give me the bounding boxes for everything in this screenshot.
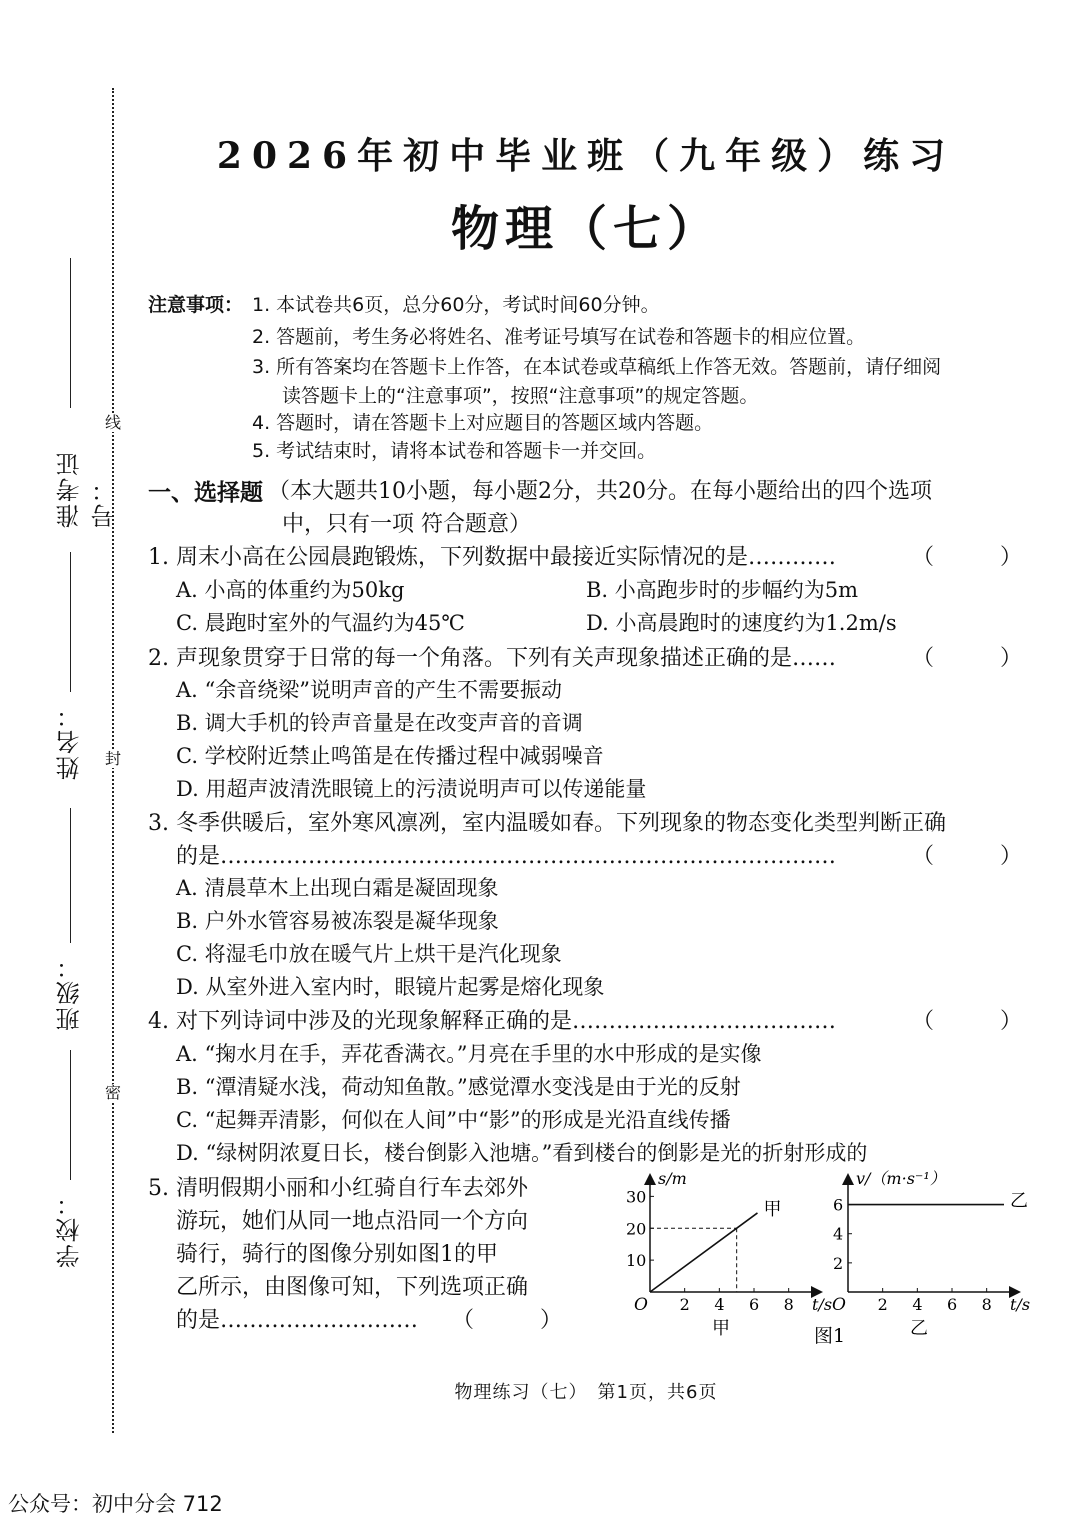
school-underline <box>70 1050 71 1180</box>
subject-title: 物理（七） <box>450 201 721 257</box>
q3-option-a: A. 清晨草木上出现白霜是凝固现象 <box>176 876 499 900</box>
page-footer: 物理练习（七） 第1页，共6页 <box>454 1382 718 1403</box>
q2-option-a: A. “余音绕梁”说明声音的产生不需要振动 <box>176 678 562 702</box>
name-field[interactable] <box>44 552 84 792</box>
class-underline <box>70 808 71 943</box>
series-label-yi: 乙 <box>1010 1190 1028 1212</box>
chart-caption-jia: 甲 <box>712 1318 730 1339</box>
q3-answer-paren[interactable]: （ ） <box>912 844 1023 869</box>
x-tick-label-yi: 2 <box>877 1295 888 1314</box>
notice-item-1: 1. 本试卷共6页，总分60分，考试时间60分钟。 <box>252 294 660 316</box>
notice-item-3-cont: 读答题卡上的“注意事项”，按照“注意事项”的规定答题。 <box>282 385 759 407</box>
q2-option-d: D. 用超声波清洗眼镜上的污渍说明声可以传递能量 <box>176 777 647 801</box>
q4-option-c: C. “起舞弄清影，何似在人间”中“影”的形成是光沿直线传播 <box>176 1108 731 1132</box>
y-tick-label-jia: 20 <box>626 1219 647 1239</box>
figure-caption: 图1 <box>814 1325 846 1347</box>
series-label-jia: 甲 <box>763 1198 782 1220</box>
y-tick-label-yi: 2 <box>833 1253 844 1273</box>
x-tick-label-jia: 8 <box>783 1295 794 1314</box>
section-desc-1: （本大题共10小题，每小题2分，共20分。在每小题给出的四个选项 <box>268 479 932 504</box>
exam-id-field[interactable] <box>44 258 119 528</box>
exam-id-underline <box>70 258 71 408</box>
x-axis-label-jia: t/s <box>812 1295 833 1314</box>
series-line-jia <box>650 1213 757 1292</box>
q2-option-b: B. 调大手机的铃声音量是在改变声音的音调 <box>176 711 583 735</box>
exam-title: 2026年初中毕业班（九年级）练习 <box>216 135 956 177</box>
q4-option-a: A. “掬水月在手，弄花香满衣。”月亮在手里的水中形成的是实像 <box>176 1042 762 1066</box>
q3-stem-line1: 3. 冬季供暖后，室外寒风凛冽，室内温暖如春。下列现象的物态变化类型判断正确 <box>148 811 946 836</box>
chart-jia <box>626 1169 832 1339</box>
q1-option-a: A. 小高的体重约为50kg <box>176 578 405 602</box>
q4-option-d: D. “绿树阴浓夏日长，楼台倒影入池塘。”看到楼台的倒影是光的折射形成的 <box>176 1141 868 1165</box>
q5-stem-line2: 游玩，她们从同一地点沿同一个方向 <box>176 1209 529 1234</box>
x-tick-label-yi: 8 <box>981 1295 992 1314</box>
q5-stem-line5: 的是……………………… <box>176 1308 419 1333</box>
notice-item-4: 4. 答题时，请在答题卡上对应题目的答题区域内答题。 <box>252 412 714 434</box>
seal-char-mi: 密 <box>105 1083 122 1102</box>
q1-option-b: B. 小高跑步时的步幅约为5m <box>586 578 859 602</box>
seal-char-xian: 线 <box>105 413 122 432</box>
notice-item-2: 2. 答题前，考生务必将姓名、准考证号填写在试卷和答题卡的相应位置。 <box>252 326 866 348</box>
name-underline <box>70 552 71 692</box>
y-axis-label-yi: v/（m·s⁻¹） <box>856 1169 946 1188</box>
y-tick-label-jia: 30 <box>626 1187 647 1207</box>
q1-answer-paren[interactable]: （ ） <box>912 545 1023 570</box>
q2-answer-paren[interactable]: （ ） <box>912 646 1023 671</box>
notice-item-3: 3. 所有答案均在答题卡上作答，在本试卷或草稿纸上作答无效。答题前，请仔细阅 <box>252 356 942 378</box>
class-label: 班级： <box>56 953 84 1031</box>
figure-1-charts <box>610 1162 1030 1352</box>
q2-option-c: C. 学校附近禁止鸣笛是在传播过程中减弱噪音 <box>176 744 604 768</box>
q1-stem: 1. 周末小高在公园晨跑锻炼，下列数据中最接近实际情况的是………… <box>148 545 836 570</box>
origin-label-jia: O <box>634 1295 648 1315</box>
q5-answer-paren[interactable]: （ ） <box>452 1308 563 1333</box>
q4-answer-paren[interactable]: （ ） <box>912 1009 1023 1034</box>
q2-stem: 2. 声现象贯穿于日常的每一个角落。下列有关声现象描述正确的是…… <box>148 646 836 671</box>
section-heading: 一、选择题 <box>148 479 263 506</box>
seal-char-feng: 封 <box>105 749 122 768</box>
q3-stem-line2: 的是………………………………………………………………………… <box>176 844 837 869</box>
notice-label: 注意事项： <box>148 294 244 316</box>
watermark-text: 公众号：初中分会 712 <box>8 1492 223 1516</box>
q4-option-b: B. “潭清疑水浅，荷动知鱼散。”感觉潭水变浅是由于光的反射 <box>176 1075 741 1099</box>
q3-option-c: C. 将湿毛巾放在暖气片上烘干是汽化现象 <box>176 942 562 966</box>
q4-stem: 4. 对下列诗词中涉及的光现象解释正确的是……………………………… <box>148 1009 836 1034</box>
x-tick-label-jia: 6 <box>749 1295 760 1314</box>
school-label: 学校： <box>56 1190 84 1268</box>
x-tick-label-jia: 2 <box>679 1295 690 1314</box>
x-tick-label-jia: 4 <box>714 1295 725 1314</box>
q5-stem-line4: 乙所示，由图像可知，下列选项正确 <box>176 1275 529 1300</box>
y-tick-label-jia: 10 <box>626 1251 647 1271</box>
q3-option-d: D. 从室外进入室内时，眼镜片起雾是熔化现象 <box>176 975 605 999</box>
x-tick-label-yi: 4 <box>912 1295 923 1314</box>
school-field[interactable] <box>44 1050 84 1280</box>
chart-caption-yi: 乙 <box>910 1318 928 1339</box>
q5-stem-line3: 骑行，骑行的图像分别如图1的甲 <box>176 1242 498 1267</box>
section-desc-2: 中，只有一项 符合题意） <box>282 512 531 537</box>
q1-option-d: D. 小高晨跑时的速度约为1.2m/s <box>586 611 897 635</box>
q1-option-c: C. 晨跑时室外的气温约为45℃ <box>176 611 465 635</box>
q3-option-b: B. 户外水管容易被冻裂是凝华现象 <box>176 909 499 933</box>
y-axis-label-jia: s/m <box>658 1169 687 1188</box>
chart-yi <box>832 1169 1030 1339</box>
q5-stem-line1: 5. 清明假期小丽和小红骑自行车去郊外 <box>148 1176 528 1201</box>
class-field[interactable] <box>44 808 84 1038</box>
exam-id-label: 准考证号： <box>56 450 119 528</box>
x-tick-label-yi: 6 <box>947 1295 958 1314</box>
name-label: 姓名： <box>56 702 84 780</box>
notice-item-5: 5. 考试结束时，请将本试卷和答题卡一并交回。 <box>252 440 657 462</box>
y-tick-label-yi: 4 <box>833 1224 844 1244</box>
x-axis-label-yi: t/s <box>1010 1295 1030 1314</box>
y-tick-label-yi: 6 <box>833 1195 844 1215</box>
origin-label-yi: O <box>832 1295 846 1315</box>
